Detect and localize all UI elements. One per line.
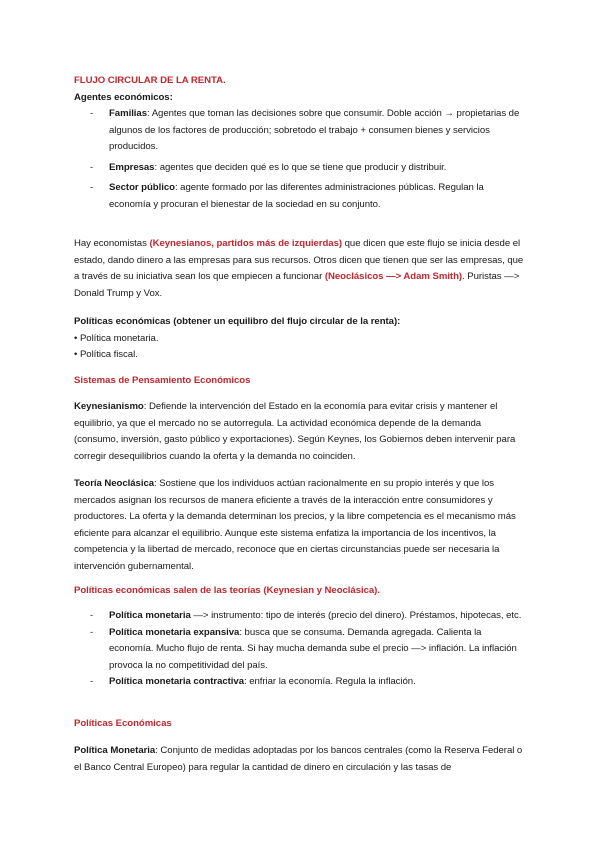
list-item: - Política monetaria contractiva: enfriar la economía. Regula la inflación.	[90, 676, 416, 687]
item-text: : agentes que deciden qué es lo que se tiene que producir y distribuir.	[154, 161, 447, 173]
list-item: - Empresas: agentes que deciden qué es lo que se tiene que producir y distribuir.	[90, 161, 447, 173]
item-term: Familias	[109, 108, 147, 119]
bullet-text: Política monetaria.	[79, 332, 159, 344]
section-flujo-circular	[74, 73, 526, 213]
section-title: Políticas económicas salen de las teorías (Keynesian y Neoclásica).	[74, 585, 380, 596]
section-politicas-teorias	[74, 583, 526, 600]
list-item: - Familias: Agentes que toman las decisiones sobre que consumir. Doble acción → propietarias de algunos de los factores de producción; sobretodo el trabajo + consumen bienes y servicios producidos.	[90, 108, 520, 152]
list-item: - Sector público: agente formado por las diferentes administraciones públicas. Regulan la economía y procuran el bienestar de la sociedad en su conjunto.	[90, 182, 484, 210]
text-run: Hay economistas	[74, 238, 150, 249]
item-term: Empresas	[109, 161, 155, 173]
paragraph-politica-monetaria	[74, 743, 526, 776]
item-text: : agente formado por las diferentes administraciones públicas. Regulan la economía y procuran el bienestar de la sociedad en su conjunto.	[109, 182, 484, 210]
item-term: Política monetaria	[109, 610, 191, 621]
item-term: Política monetaria expansiva	[109, 626, 240, 638]
highlight-neoclasicos: (Neoclásicos —> Adam Smith)	[324, 271, 463, 282]
section-title: FLUJO CIRCULAR DE LA RENTA.	[74, 75, 226, 86]
section-politicas-economicas-2	[74, 716, 526, 733]
item-term: Sector público	[109, 182, 175, 193]
text-run: : Defiende la intervención del Estado en la economía para evitar crisis y mantener el equilibrio, ya que el mercado no se autorregula. La actividad económica depende de la demanda (consumo, inversión, gasto público y exportaciones). Según Keynes, los Gobiernos deben intervenir para corregir desequilibrios cuando la oferta y la demanda no coinciden.	[74, 401, 516, 462]
item-text: —> instrumento: tipo de interés (precio del dinero). Préstamos, hipotecas, etc.	[190, 610, 522, 621]
highlight-keynesianos: (Keynesianos, partidos más de izquierdas)	[149, 238, 343, 249]
item-text: : Agentes que toman las decisiones sobre que consumir. Doble acción → propietarias de algunos de los factores de producción; sobretodo el trabajo + consumen bienes y servicios producidos.	[109, 108, 520, 152]
bullet-text: Política fiscal.	[79, 349, 138, 360]
section-title: Sistemas de Pensamiento Económicos	[74, 375, 251, 386]
paragraph-keynesianismo	[74, 399, 526, 465]
item-text: : busca que se consuma. Demanda agregada. Calienta la economía. Mucho flujo de renta. Si hay mucha demanda sube el precio —> inflación. La inflación provoca la no competitividad del país.	[109, 626, 517, 671]
term-keynesianismo: Keynesianismo	[74, 401, 144, 412]
text-run: : Sostiene que los individuos actúan racionalmente en su propio interés y que los mercados asignan los recursos de manera eficiente a través de la interacción entre consumidores y productores. La oferta y la demanda determinan los precios, y la libre competencia es el mecanismo más eficiente para alcanzar el equilibrio. Aunque este sistema enfatiza la importancia de los incentivos, la competencia y la libertad de mercado, reconoce que en ciertas circunstancias puede ser necesaria la intervención gubernamental.	[74, 478, 516, 572]
monetary-policy-list	[74, 608, 526, 691]
section-subtitle: Agentes económicos:	[74, 91, 173, 103]
list-item: - Política monetaria expansiva: busca que se consuma. Demanda agregada. Calienta la economía. Mucho flujo de renta. Si hay mucha demanda sube el precio —> inflación. La inflación provoca la no competitividad del país.	[90, 626, 517, 671]
section-heading: Políticas económicas (obtener un equilibro del flujo circular de la renta):	[74, 316, 401, 327]
text-run: . Puristas —> Donald Trump y Vox.	[74, 271, 520, 299]
text-run: que dicen que este flujo se inicia desde el estado, dando dinero a las empresas para sus recursos. Otros dicen que tienen que ser las empresas, que a través de su iniciativa sean los que empiecen a funcionar	[74, 238, 524, 282]
item-term: Política monetaria contractiva	[109, 676, 244, 687]
term-politica-monetaria: Política Monetaria	[74, 745, 156, 756]
section-title: Políticas Económicas	[74, 718, 172, 729]
list-item: - Política monetaria —> instrumento: tipo de interés (precio del dinero). Préstamos, hipotecas, etc.	[90, 610, 522, 621]
monetary-policy-list-wrap	[74, 608, 526, 691]
text-run: : Conjunto de medidas adoptadas por los bancos centrales (como la Reserva Federal o el Banco Central Europeo) para regular la cantidad de dinero en circulación y las tasas de	[74, 745, 523, 773]
item-text: : enfriar la economía. Regula la inflación.	[244, 676, 416, 687]
bullet-item: • Política monetaria.	[74, 332, 159, 344]
paragraph-teoria-neoclasica	[74, 476, 526, 575]
paragraph-economistas	[74, 236, 526, 302]
agents-list	[74, 106, 526, 213]
section-sistemas-pensamiento	[74, 373, 526, 390]
bullet-item: • Política fiscal.	[74, 349, 138, 360]
term-neoclasica: Teoría Neoclásica	[74, 478, 155, 489]
section-politicas-economicas	[74, 314, 526, 364]
